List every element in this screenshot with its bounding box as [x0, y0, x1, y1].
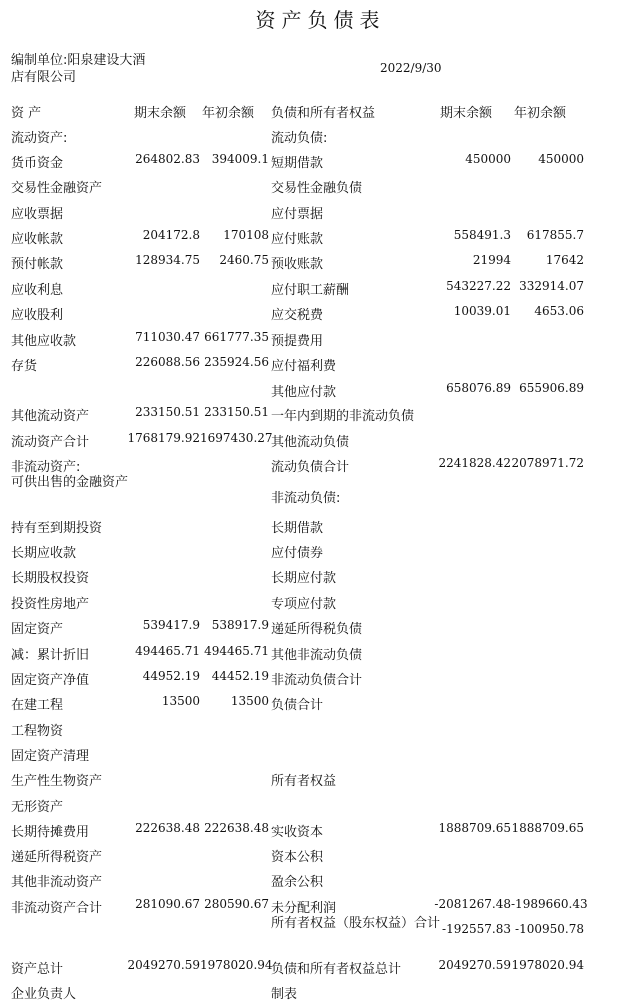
asset-end-value: 2049270.59 [127, 958, 200, 972]
asset-begin-value: 222638.48 [204, 821, 269, 835]
asset-label: 其他非流动资产 [11, 875, 103, 890]
asset-begin-value: 661777.35 [204, 330, 269, 344]
liability-label: 所有者权益（股东权益）合计 [271, 916, 441, 931]
liability-end-value: 21994 [472, 253, 511, 267]
asset-label: 流动资产合计 [11, 435, 90, 450]
liability-end-value: 10039.01 [453, 304, 511, 318]
liability-label: 预收账款 [271, 257, 324, 272]
asset-label: 应收帐款 [11, 232, 64, 247]
liability-end-value: 2241828.42 [438, 456, 511, 470]
header-asset-begin: 年初余额 [202, 106, 255, 121]
asset-label: 生产性生物资产 [11, 774, 103, 789]
asset-label: 在建工程 [11, 698, 64, 713]
asset-label: 固定资产净值 [11, 673, 90, 688]
asset-label: 持有至到期投资 [11, 521, 103, 536]
header-asset-end: 期末余额 [134, 106, 187, 121]
asset-label: 其他流动资产 [11, 409, 90, 424]
asset-label: 长期股权投资 [11, 571, 90, 586]
asset-begin-value: 235924.56 [204, 355, 269, 369]
page-title: 资产负债表 [255, 8, 386, 32]
liability-end-value: 658076.89 [446, 381, 511, 395]
report-date: 2022/9/30 [380, 61, 442, 75]
asset-label: 投资性房地产 [11, 597, 90, 612]
liability-begin-value: 617855.7 [526, 228, 584, 242]
liability-label: 专项应付款 [271, 597, 337, 612]
asset-end-value: 711030.47 [135, 330, 200, 344]
asset-label: 交易性金融资产 [11, 181, 103, 196]
asset-end-value: 1768179.92 [127, 431, 200, 445]
liability-label: 流动负债: [271, 131, 328, 146]
asset-label: 长期应收款 [11, 546, 77, 561]
liability-begin-value: -100950.78 [515, 922, 584, 936]
liability-begin-value: 1888709.65 [511, 821, 584, 835]
liability-begin-value: 655906.89 [519, 381, 584, 395]
asset-begin-value: 538917.9 [211, 618, 269, 632]
asset-end-value: 128934.75 [135, 253, 200, 267]
liability-label: 应付票据 [271, 207, 324, 222]
asset-end-value: 264802.83 [135, 152, 200, 166]
asset-label: 递延所得税资产 [11, 850, 103, 865]
asset-end-value: 233150.51 [135, 405, 200, 419]
liability-end-value: 558491.3 [453, 228, 511, 242]
asset-begin-value: 494465.71 [204, 644, 269, 658]
liability-label: 长期应付款 [271, 571, 337, 586]
asset-label: 货币资金 [11, 156, 64, 171]
liability-begin-value: 1978020.94 [511, 958, 584, 972]
asset-end-value: 281090.67 [135, 897, 200, 911]
liability-label: 短期借款 [271, 156, 324, 171]
liability-label: 其他非流动负债 [271, 648, 363, 663]
liability-begin-value: 2078971.72 [511, 456, 584, 470]
liability-label: 长期借款 [271, 521, 324, 536]
liability-label: 其他应付款 [271, 385, 337, 400]
asset-end-value: 226088.56 [135, 355, 200, 369]
liability-label: 盈余公积 [271, 875, 324, 890]
asset-end-value: 44952.19 [142, 669, 200, 683]
liability-begin-value: 4653.06 [534, 304, 584, 318]
asset-label: 固定资产清理 [11, 749, 90, 764]
header-liab-begin: 年初余额 [514, 106, 567, 121]
asset-begin-value: 233150.51 [204, 405, 269, 419]
liability-label: 所有者权益 [271, 774, 337, 789]
liability-begin-value: 332914.07 [519, 279, 584, 293]
compiling-unit: 编制单位:阳泉建设大酒店有限公司 [11, 53, 146, 85]
asset-label: 工程物资 [11, 724, 64, 739]
liability-label: 预提费用 [271, 334, 324, 349]
asset-label: 预付帐款 [11, 257, 64, 272]
liability-label: 负债合计 [271, 698, 324, 713]
header-asset: 资 产 [11, 106, 42, 121]
liability-label: 非流动负债: [271, 491, 341, 506]
liability-begin-value: 450000 [538, 152, 584, 166]
liability-label: 流动负债合计 [271, 460, 350, 475]
asset-label: 固定资产 [11, 622, 64, 637]
liability-end-value: 543227.22 [446, 279, 511, 293]
asset-label: 减：累计折旧 [11, 648, 90, 663]
asset-begin-value: 44452.19 [211, 669, 269, 683]
header-liab-end: 期末余额 [440, 106, 493, 121]
asset-begin-value: 1697430.27 [200, 431, 273, 445]
asset-end-value: 539417.9 [142, 618, 200, 632]
liability-label: 未分配利润 [271, 901, 337, 916]
liability-label: 一年内到期的非流动负债 [271, 409, 415, 424]
asset-begin-value: 394009.1 [211, 152, 269, 166]
asset-label: 应收票据 [11, 207, 64, 222]
liability-label: 应付福利费 [271, 359, 337, 374]
asset-label: 企业负责人 [11, 987, 77, 1002]
liability-label: 交易性金融负债 [271, 181, 363, 196]
liability-label: 制表 [271, 987, 298, 1002]
asset-end-value: 204172.8 [142, 228, 200, 242]
asset-begin-value: 1978020.94 [200, 958, 273, 972]
liability-label: 递延所得税负债 [271, 622, 363, 637]
liability-label: 资本公积 [271, 850, 324, 865]
asset-label: 应收股利 [11, 308, 64, 323]
asset-label: 长期待摊费用 [11, 825, 90, 840]
liability-begin-value: -1989660.43 [511, 897, 588, 911]
asset-label: 其他应收款 [11, 334, 77, 349]
asset-label: 应收利息 [11, 283, 64, 298]
asset-label: 流动资产: [11, 131, 68, 146]
asset-end-value: 494465.71 [135, 644, 200, 658]
liability-label: 实收资本 [271, 825, 324, 840]
asset-begin-value: 280590.67 [204, 897, 269, 911]
asset-label: 非流动资产: [11, 460, 81, 475]
liability-end-value: 2049270.59 [438, 958, 511, 972]
liability-label: 应付账款 [271, 232, 324, 247]
liability-label: 应交税费 [271, 308, 324, 323]
liability-label: 其他流动负债 [271, 435, 350, 450]
header-liab: 负债和所有者权益 [271, 106, 376, 121]
liability-label: 应付职工薪酬 [271, 283, 350, 298]
asset-end-value: 13500 [161, 694, 200, 708]
asset-label: 非流动资产合计 [11, 901, 103, 916]
liability-end-value: 1888709.65 [438, 821, 511, 835]
asset-label: 无形资产 [11, 800, 64, 815]
asset-begin-value: 2460.75 [219, 253, 269, 267]
liability-label: 负债和所有者权益总计 [271, 962, 402, 977]
liability-begin-value: 17642 [545, 253, 584, 267]
liability-end-value: 450000 [465, 152, 511, 166]
asset-begin-value: 13500 [230, 694, 269, 708]
liability-end-value: -192557.83 [442, 922, 511, 936]
asset-begin-value: 170108 [223, 228, 269, 242]
asset-label: 存货 [11, 359, 38, 374]
liability-label: 应付债券 [271, 546, 324, 561]
liability-end-value: -2081267.48 [434, 897, 511, 911]
asset-label: 可供出售的金融资产 [11, 475, 129, 490]
asset-end-value: 222638.48 [135, 821, 200, 835]
liability-label: 非流动负债合计 [271, 673, 363, 688]
asset-label: 资产总计 [11, 962, 64, 977]
